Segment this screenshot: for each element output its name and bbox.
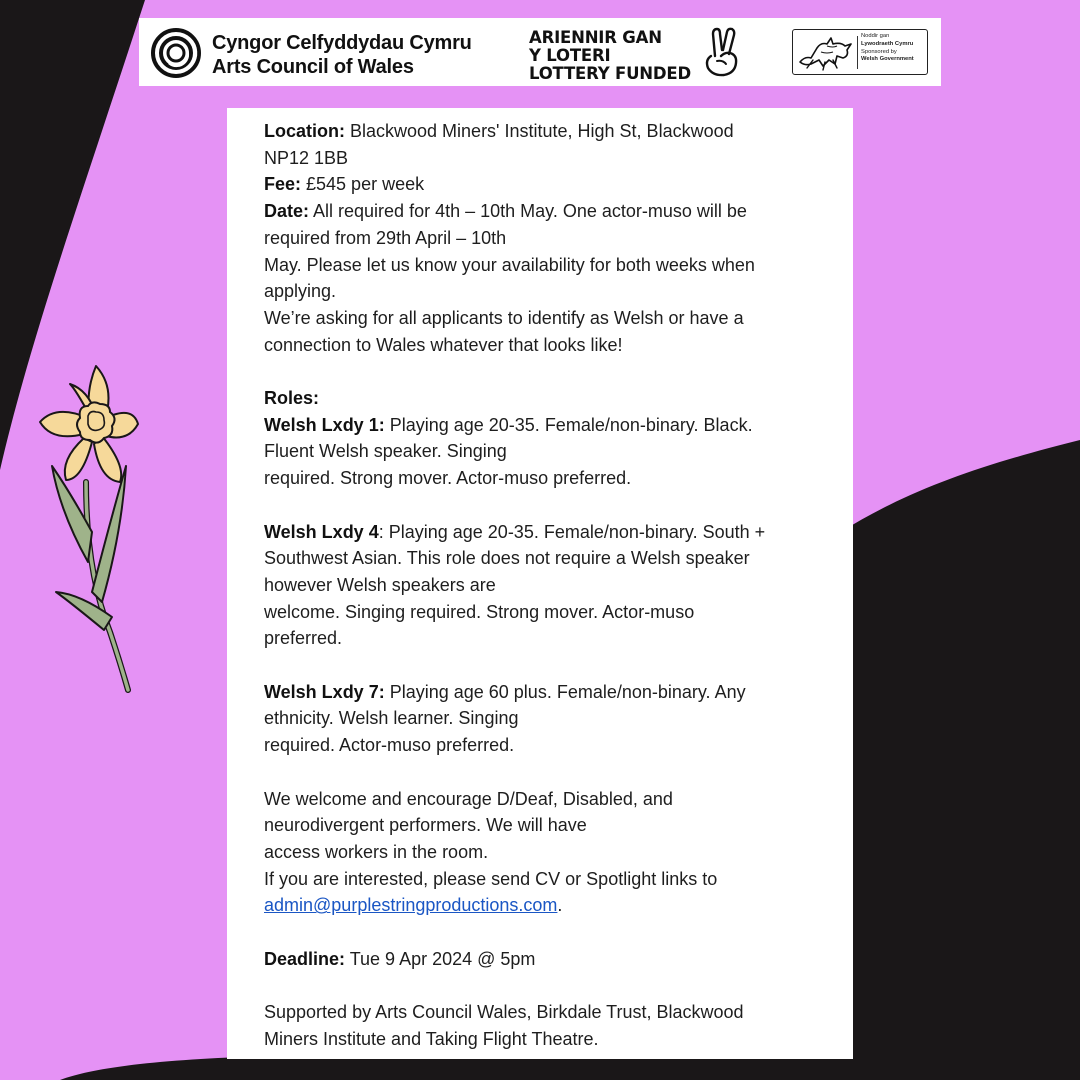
arts-council-swirl-icon xyxy=(149,26,203,80)
role-1-text: Playing age 20-35. Female/non-binary. Black. xyxy=(384,414,753,435)
role-1-line-1 xyxy=(264,412,824,439)
email-line xyxy=(264,892,824,919)
welsh-connection-line-1: We’re asking for all applicants to identify as Welsh or have a xyxy=(264,307,744,328)
role-4-line-3: however Welsh speakers are xyxy=(264,574,496,595)
role-7-text: Playing age 60 plus. Female/non-binary. Any xyxy=(384,681,746,702)
support-line-2: Miners Institute and Taking Flight Theatre. xyxy=(264,1028,599,1049)
access-line-1: We welcome and encourage D/Deaf, Disabled, and xyxy=(264,788,673,809)
role-1-line-3: required. Strong mover. Actor-muso preferred. xyxy=(264,468,632,489)
acw-english-name: Arts Council of Wales xyxy=(212,56,414,78)
date-line-3: May. Please let us know your availability for both weeks when xyxy=(264,254,755,275)
access-line-3: access workers in the room. xyxy=(264,841,489,862)
role-1-line-2: Fluent Welsh speaker. Singing xyxy=(264,441,507,462)
date-line-4: applying. xyxy=(264,281,337,302)
lottery-line-3: LOTTERY FUNDED xyxy=(529,64,691,83)
support-line-1: Supported by Arts Council Wales, Birkdale Trust, Blackwood xyxy=(264,1002,744,1023)
email-link[interactable]: admin@purplestringproductions.com xyxy=(264,895,558,916)
wg-line-1: Noddir gan xyxy=(861,33,890,39)
sponsor-logo-bar xyxy=(139,18,941,86)
date-label: Date: xyxy=(264,201,310,222)
location-value: Blackwood Miners' Institute, High St, Blackwood xyxy=(345,121,734,141)
role-1-label: Welsh Lxdy 1: xyxy=(264,414,385,435)
apply-line: If you are interested, please send CV or Spotlight links to xyxy=(264,868,718,889)
lottery-line-1: ARIENNIR GAN xyxy=(529,28,662,47)
role-4-line-4: welcome. Singing required. Strong mover. Actor-muso xyxy=(264,601,695,622)
casting-call-text xyxy=(264,118,824,1053)
roles-heading xyxy=(264,385,824,412)
welsh-government-text xyxy=(861,33,914,64)
role-4-text: : Playing age 20-35. Female/non-binary. South + xyxy=(378,521,766,542)
acw-welsh-name: Cyngor Celfyddydau Cymru xyxy=(212,32,472,54)
location-line xyxy=(264,118,824,145)
wg-line-2: Lywodraeth Cymru xyxy=(861,40,914,47)
fee-label: Fee: xyxy=(264,174,302,195)
wg-line-4: Welsh Government xyxy=(861,56,914,63)
role-7-label: Welsh Lxdy 7: xyxy=(264,681,385,702)
date-line xyxy=(264,198,824,225)
lottery-line-2: Y LOTERI xyxy=(529,46,611,65)
date-value: All required for 4th – 10th May. One actor-muso will be xyxy=(309,201,747,222)
arts-council-logo-text xyxy=(212,31,472,79)
role-4-label: Welsh Lxdy 4 xyxy=(264,521,379,542)
deadline-value: Tue 9 Apr 2024 @ 5pm xyxy=(345,948,536,969)
fee-value: £545 per week xyxy=(301,174,425,195)
email-period: . xyxy=(557,895,563,916)
location-postcode: NP12 1BB xyxy=(264,147,349,168)
roles-heading-text: Roles: xyxy=(264,388,320,409)
role-4-line-1 xyxy=(264,519,824,546)
casting-call-card xyxy=(227,108,853,1059)
deadline-line xyxy=(264,946,824,973)
welsh-government-logo xyxy=(792,29,928,75)
role-7-line-1 xyxy=(264,679,824,706)
fee-line xyxy=(264,171,824,198)
role-4-line-5: preferred. xyxy=(264,628,343,649)
wg-line-3: Sponsored by xyxy=(861,48,897,55)
welsh-dragon-icon xyxy=(797,34,855,72)
access-line-2: neurodivergent performers. We will have xyxy=(264,815,587,836)
role-4-line-2: Southwest Asian. This role does not require a Welsh speaker xyxy=(264,548,750,569)
lottery-logo-text xyxy=(529,29,691,83)
crossed-fingers-icon xyxy=(699,26,743,78)
daffodil-illustration-icon xyxy=(30,362,140,697)
role-7-line-3: required. Actor-muso preferred. xyxy=(264,735,515,756)
location-label: Location: xyxy=(264,121,345,141)
welsh-connection-line-2: connection to Wales whatever that looks like! xyxy=(264,334,623,355)
date-line-2: required from 29th April – 10th xyxy=(264,227,507,248)
role-7-line-2: ethnicity. Welsh learner. Singing xyxy=(264,708,519,729)
deadline-label: Deadline: xyxy=(264,948,346,969)
